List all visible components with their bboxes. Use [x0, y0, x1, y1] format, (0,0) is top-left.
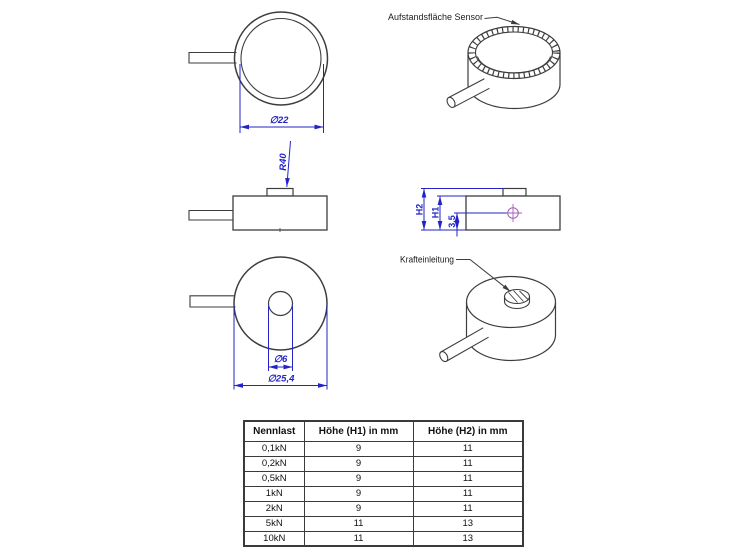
dim-label-d254: ∅25,4	[267, 373, 295, 385]
housing-outer-circle	[235, 12, 328, 105]
table-row	[244, 486, 523, 501]
dim-label-d22: ∅22	[269, 115, 289, 126]
table-cell: 11	[304, 516, 413, 531]
header-hoehe-h2: Höhe (H2) in mm	[413, 421, 523, 441]
cable-pin	[438, 328, 489, 363]
bottom-view	[190, 257, 327, 350]
table-cell: 9	[304, 456, 413, 471]
table-cell: 11	[413, 471, 523, 486]
dim-label-h2: H2	[414, 203, 425, 216]
table-cell: 11	[413, 486, 523, 501]
cable	[189, 211, 233, 221]
table-cell: 9	[304, 501, 413, 516]
dim-label-d6: ∅6	[273, 354, 288, 365]
table-cell: 9	[304, 441, 413, 456]
table-cell: 2kN	[244, 501, 304, 516]
table-cell: 9	[304, 486, 413, 501]
label-aufstandsflaeche-sensor: Aufstandsfläche Sensor	[388, 12, 483, 22]
table-cell: 11	[413, 501, 523, 516]
table-cell: 13	[413, 531, 523, 546]
table-row	[244, 531, 523, 546]
table-cell: 0,1kN	[244, 441, 304, 456]
table-row	[244, 471, 523, 486]
table-cell: 11	[413, 456, 523, 471]
table-header-row	[244, 421, 523, 441]
iso-bottom-view	[438, 260, 555, 363]
table-cell: 0,2kN	[244, 456, 304, 471]
dim-label-r40: R40	[278, 153, 289, 171]
table-cell: 13	[413, 516, 523, 531]
label-krafteinleitung: Krafteinleitung	[400, 254, 454, 265]
table-row	[244, 456, 523, 471]
table-row	[244, 516, 523, 531]
load-button-side	[267, 189, 293, 197]
leader-line-sensor-surface	[485, 17, 520, 24]
table-row	[244, 501, 523, 516]
table-cell: 11	[304, 531, 413, 546]
header-hoehe-h1: Höhe (H1) in mm	[304, 421, 413, 441]
cable	[189, 53, 237, 64]
housing-outer-circle	[234, 257, 327, 350]
dim-label-3-5: 3,5	[447, 215, 457, 228]
table-cell: 0,5kN	[244, 471, 304, 486]
header-nennlast: Nennlast	[244, 421, 304, 441]
top-view	[189, 12, 328, 105]
table-cell: 1kN	[244, 486, 304, 501]
body-side	[233, 196, 327, 230]
table-cell: 11	[413, 441, 523, 456]
side-view	[189, 189, 327, 233]
table-cell: 5kN	[244, 516, 304, 531]
cable	[190, 296, 236, 307]
spec-table	[243, 420, 524, 547]
table-cell: 9	[304, 471, 413, 486]
iso-top-view	[445, 17, 560, 109]
dim-label-h1: H1	[430, 206, 441, 219]
table-cell: 10kN	[244, 531, 304, 546]
load-button-side	[503, 189, 526, 197]
table-row	[244, 441, 523, 456]
